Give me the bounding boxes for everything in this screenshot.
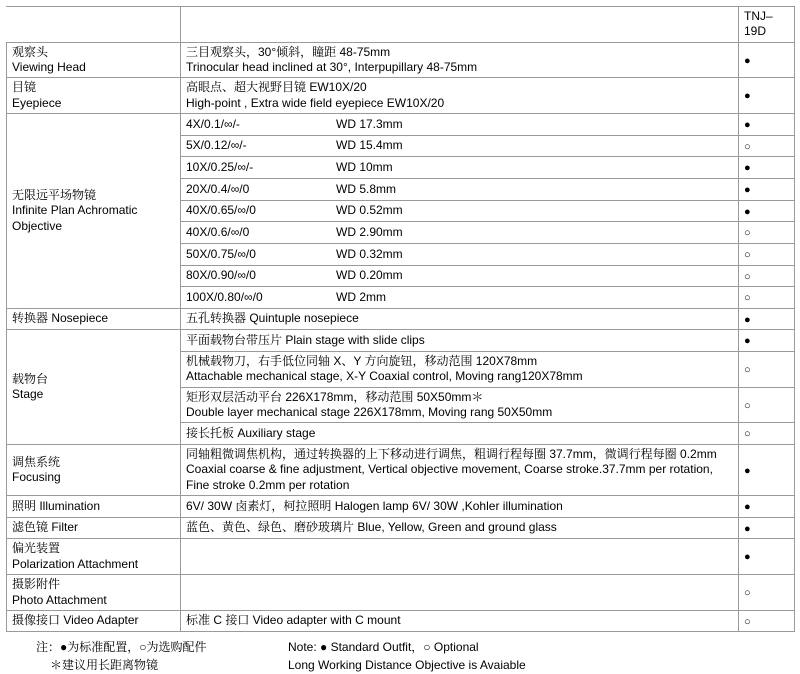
row-label-objective [7,114,181,309]
objective-spec: 5X/0.12/∞/- [186,138,247,153]
row-desc-photo-attachment [181,575,739,611]
desc-cn: 同轴粗微调焦机构，通过转换器的上下移动进行调焦，粗调行程每圈 37.7mm，微调行程每圈 0.2mm [186,447,717,462]
row-desc-objective [181,179,739,201]
label-cn: 观察头 [12,44,49,59]
objective-wd: WD 10mm [336,160,393,175]
row-desc-objective [181,135,739,157]
mark-optional-icon [739,265,795,287]
table-header-row [7,7,795,43]
objective-wd: WD 0.20mm [336,268,403,283]
row-desc-video-adapter: 标准 C 接口 Video adapter with C mount [181,610,739,632]
row-label-photo-attachment [7,575,181,611]
row-label-nosepiece: 转换器 Nosepiece [7,308,181,330]
objective-spec: 4X/0.1/∞/- [186,116,240,131]
row-label-focusing [7,445,181,496]
objective-spec: 10X/0.25/∞/- [186,160,254,175]
mark-standard-icon [739,200,795,222]
specification-table [6,6,795,632]
desc-en: High-point , Extra wide field eyepiece EW10X/20 [186,95,445,110]
label-cn: 偏光装置 [12,541,61,556]
row-label-filter: 滤色镜 Filter [7,517,181,539]
mark-optional-icon [739,610,795,632]
row-desc-polarization [181,539,739,575]
objective-wd: WD 0.52mm [336,203,403,218]
row-desc-objective [181,157,739,179]
mark-standard-icon [739,78,795,114]
table-row [7,42,795,78]
row-desc-objective [181,287,739,309]
objective-wd: WD 5.8mm [336,181,396,196]
label-en: Focusing [12,470,61,485]
objective-wd: WD 17.3mm [336,116,403,131]
table-row [7,610,795,632]
row-desc-nosepiece: 五孔转换器 Quintuple nosepiece [181,308,739,330]
objective-spec: 40X/0.65/∞/0 [186,203,256,218]
objective-spec: 20X/0.4/∞/0 [186,181,250,196]
row-label-polarization [7,539,181,575]
row-desc-focusing [181,445,739,496]
row-desc-objective [181,243,739,265]
mark-standard-icon [739,157,795,179]
legend-note-en-line2: Long Working Distance Objective is Avaiable [288,657,526,672]
label-en: Stage [12,387,44,402]
row-desc-eyepiece [181,78,739,114]
row-desc-objective [181,265,739,287]
desc-en: Double layer mechanical stage 226X178mm, Moving rang 50X50mm [186,405,553,420]
desc-cn: 三目观察头，30°倾斜，瞳距 48-75mm [186,44,391,59]
objective-spec: 100X/0.80/∞/0 [186,289,263,304]
legend-notes-cn [36,639,288,674]
row-label-video-adapter: 摄像接口 Video Adapter [7,610,181,632]
mark-standard-icon [739,445,795,496]
mark-optional-icon [739,287,795,309]
header-blank-desc [181,7,739,43]
label-cn: 调焦系统 [12,454,61,469]
objective-wd: WD 2.90mm [336,224,403,239]
mark-standard-icon [739,517,795,539]
desc-cn: 接长托板 Auxiliary stage [186,426,316,441]
row-desc-illumination: 6V/ 30W 卤素灯，柯拉照明 Halogen lamp 6V/ 30W ,Kohler illumination [181,496,739,518]
table-row [7,114,795,136]
mark-standard-icon [739,179,795,201]
table-row [7,496,795,518]
label-cn: 摄影附件 [12,577,61,592]
desc-cn: 矩形双层活动平台 226X178mm，移动范围 50X50mm＊ [186,389,484,404]
desc-cn: 机械载物刀，右手低位同轴 X、Y 方向旋钮，移动范围 120X78mm [186,354,538,369]
mark-standard-icon [739,539,795,575]
table-row [7,78,795,114]
objective-spec: 50X/0.75/∞/0 [186,246,256,261]
table-row [7,517,795,539]
row-label-eyepiece [7,78,181,114]
row-label-stage [7,330,181,445]
mark-optional-icon [739,243,795,265]
table-row [7,330,795,352]
legend-note-cn-line2: ＊建议用长距离物镜 [50,657,159,672]
mark-optional-icon [739,135,795,157]
row-desc-objective [181,114,739,136]
row-desc-stage [181,352,739,388]
desc-en: Attachable mechanical stage, X-Y Coaxial control, Moving rang120X78mm [186,369,583,384]
row-desc-stage [181,387,739,423]
label-en: Polarization Attachment [12,556,139,571]
header-blank-label [7,7,181,43]
mark-standard-icon [739,114,795,136]
desc-en: Coaxial coarse & fine adjustment, Vertical objective movement, Coarse stroke.37.7mm per rotation, Fine stroke 0.2mm per rotation [186,462,713,492]
label-cn: 载物台 [12,371,49,386]
mark-optional-icon [739,387,795,423]
objective-wd: WD 2mm [336,289,386,304]
objective-wd: WD 15.4mm [336,138,403,153]
row-label-illumination: 照明 Illumination [7,496,181,518]
mark-standard-icon [739,308,795,330]
mark-standard-icon [739,330,795,352]
mark-optional-icon [739,352,795,388]
label-en: Viewing Head [12,60,86,75]
table-row [7,575,795,611]
legend-note-en-line1: Note: ● Standard Outfit，○ Optional [288,640,479,655]
row-desc-objective [181,200,739,222]
desc-cn: 高眼点、超大视野目镜 EW10X/20 [186,80,367,95]
legend-notes [6,639,794,674]
table-row [7,539,795,575]
row-desc-objective [181,222,739,244]
label-en: Photo Attachment [12,592,107,607]
mark-optional-icon [739,222,795,244]
table-row [7,308,795,330]
mark-standard-icon [739,42,795,78]
row-desc-stage [181,423,739,445]
desc-en: Trinocular head inclined at 30°, Interpupillary 48-75mm [186,60,478,75]
row-desc-stage [181,330,739,352]
objective-wd: WD 0.32mm [336,246,403,261]
label-en: Infinite Plan Achromatic Objective [12,203,138,233]
objective-spec: 80X/0.90/∞/0 [186,268,256,283]
mark-optional-icon [739,575,795,611]
row-label-viewing-head [7,42,181,78]
label-cn: 目镜 [12,80,37,95]
row-desc-filter: 蓝色、黄色、绿色、磨砂玻璃片 Blue, Yellow, Green and ground glass [181,517,739,539]
row-desc-viewing-head [181,42,739,78]
mark-optional-icon [739,423,795,445]
table-row [7,445,795,496]
legend-notes-en [288,639,708,674]
model-header: TNJ–19D [739,7,795,43]
label-cn: 无限远平场物镜 [12,187,97,202]
objective-spec: 40X/0.6/∞/0 [186,224,250,239]
legend-note-cn-line1: 注：●为标准配置，○为选购配件 [36,640,207,655]
desc-cn: 平面载物台带压片 Plain stage with slide clips [186,333,425,348]
mark-standard-icon [739,496,795,518]
label-en: Eyepiece [12,95,62,110]
